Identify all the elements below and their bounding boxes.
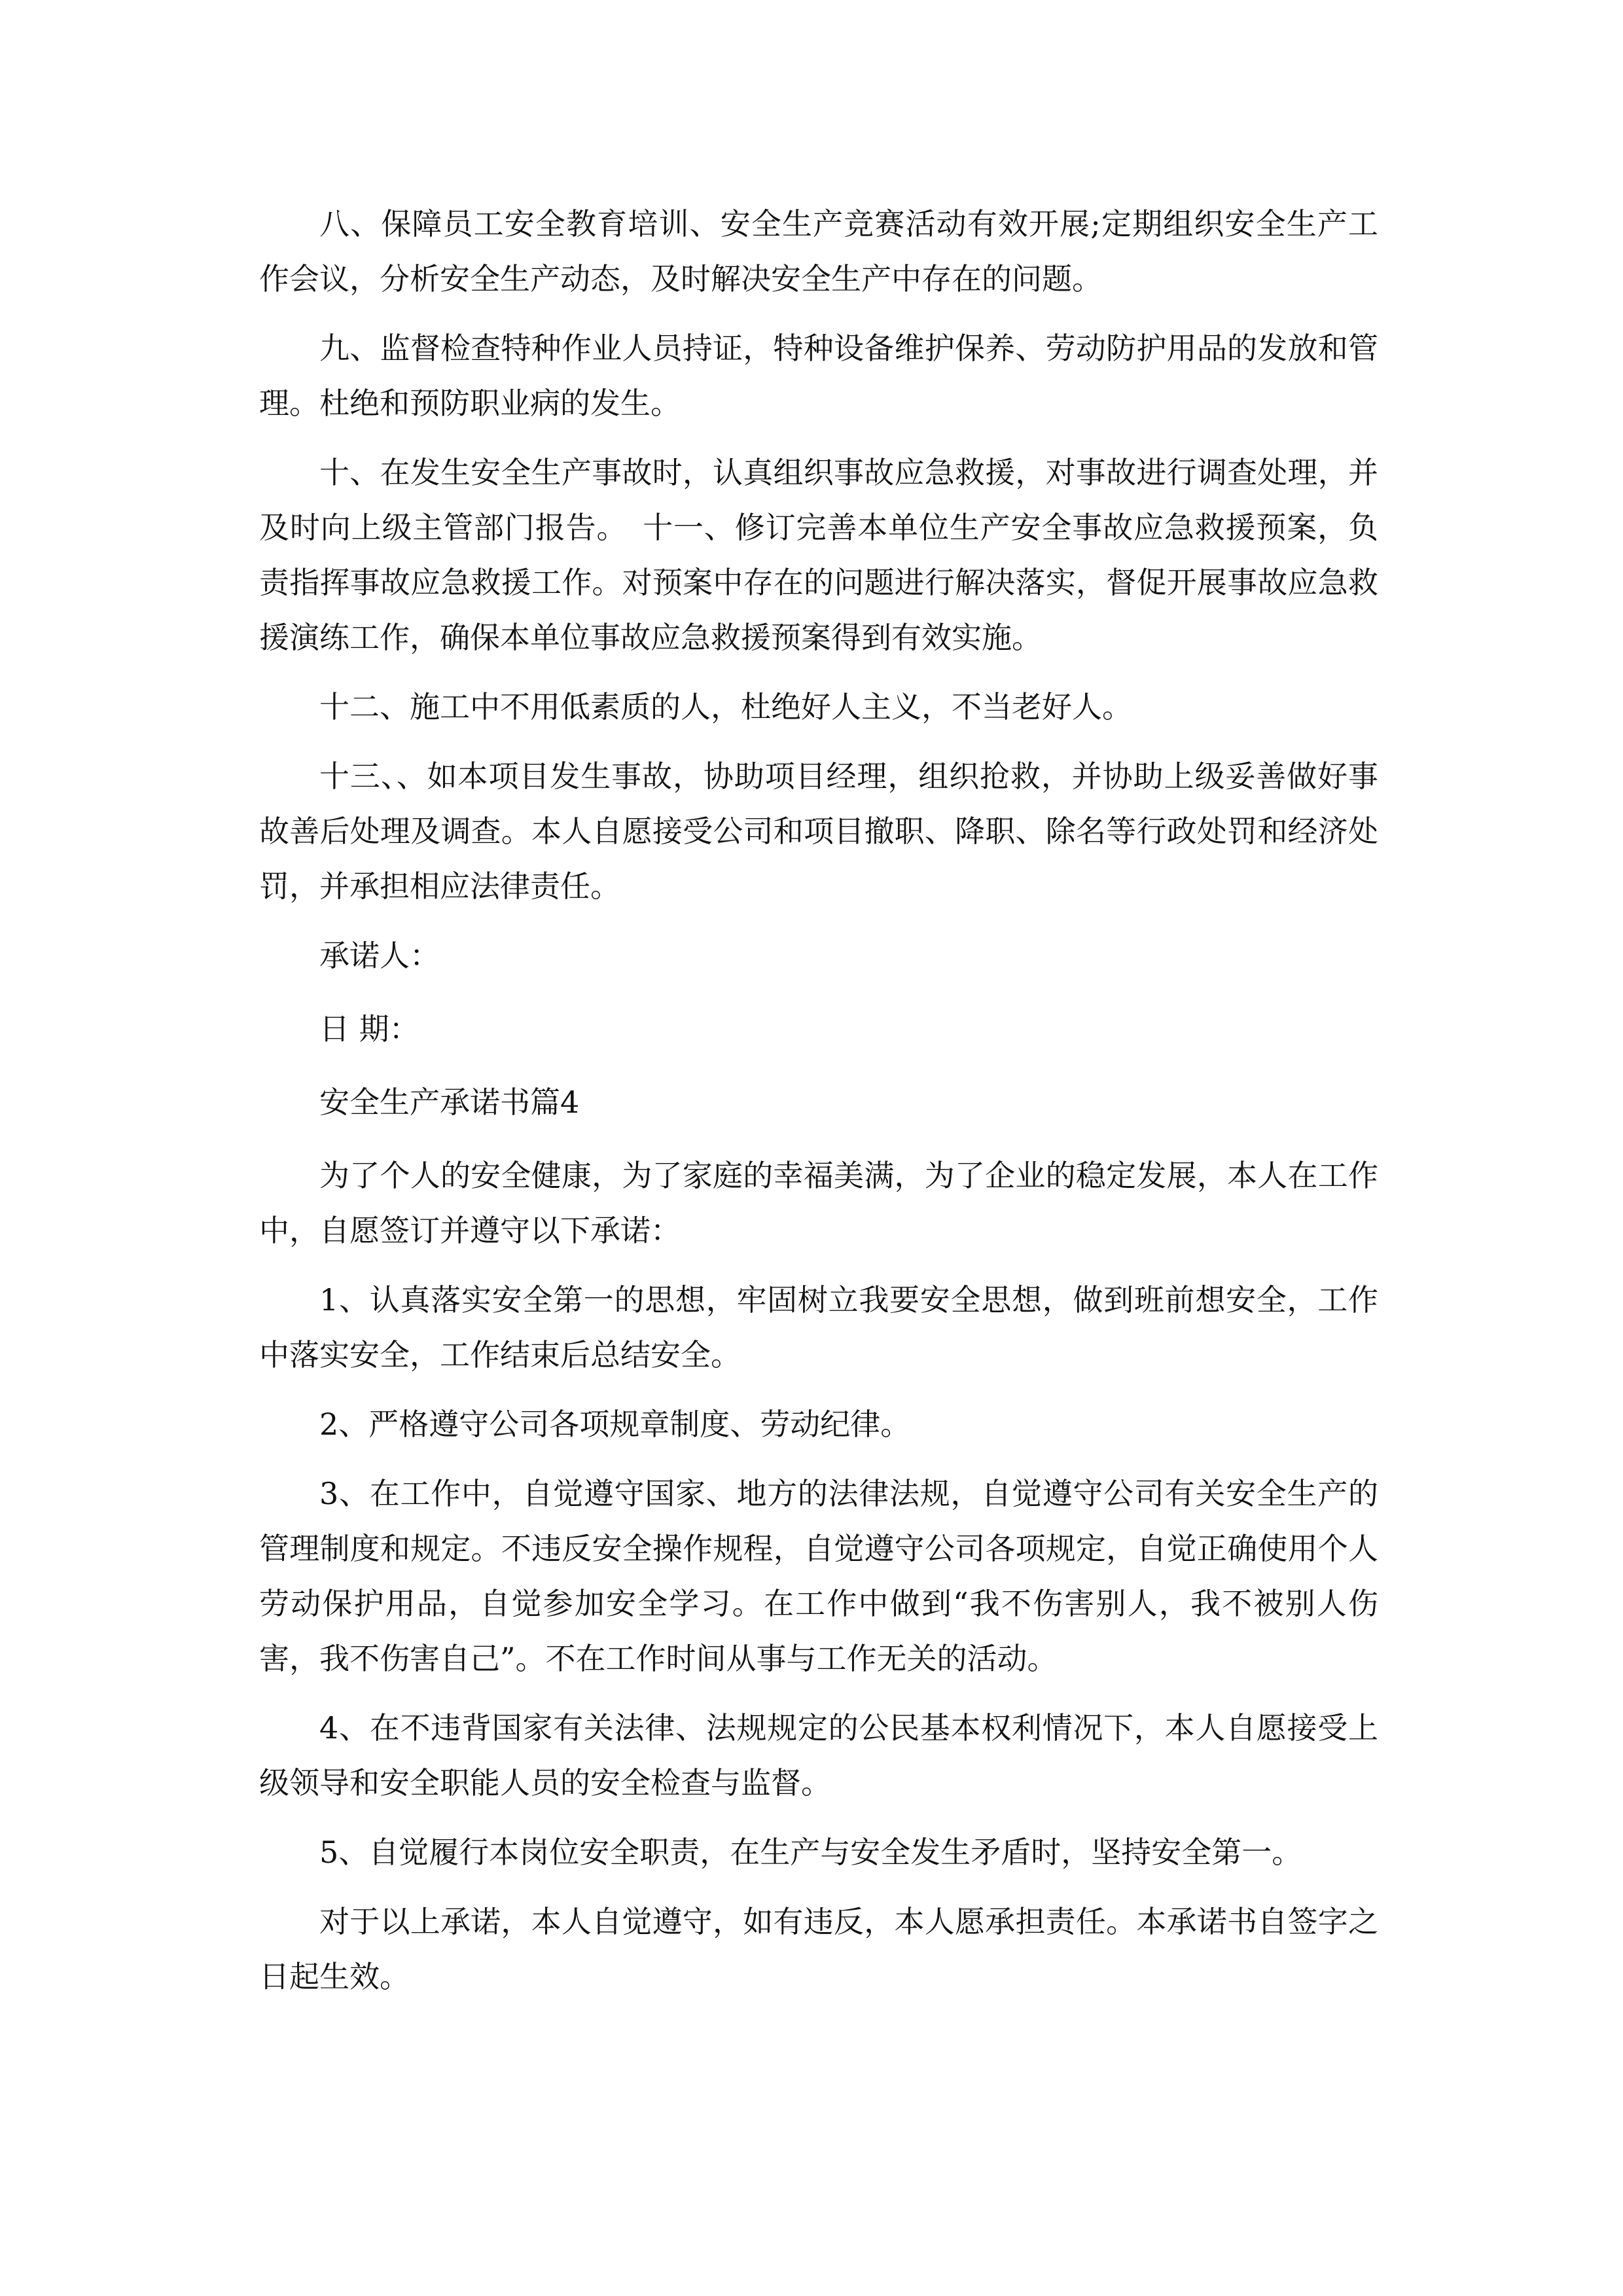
paragraph-item-12: 十二、施工中不用低素质的人，杜绝好人主义，不当老好人。: [319, 689, 1132, 725]
paragraph-item-10-11: 十、在发生安全生产事故时，认真组织事故应急救援，对事故进行调查处理，并及时向上级主管部门报告。 十一、修订完善本单位生产安全事故应急救援预案，负责指挥事故应急救援工作。对预案中存在的问题进行解决落实，督促开展事故应急救援演练工作，确保本单位事故应急救援预案得到有效实施。: [259, 455, 1378, 655]
commitment-item-3: 3、在工作中，自觉遵守国家、地方的法律法规，自觉遵守公司有关安全生产的管理制度和规定。不违反安全操作规程，自觉遵守公司各项规定，自觉正确使用个人劳动保护用品，自觉参加安全学习。在工作中做到“我不伤害别人，我不被别人伤害，我不伤害自己”。不在工作时间从事与工作无关的活动。: [259, 1476, 1378, 1676]
commitment-item-5: 5、自觉履行本岗位安全职责，在生产与安全发生矛盾时，坚持安全第一。: [319, 1835, 1302, 1870]
paragraph-item-8: 八、保障员工安全教育培训、安全生产竞赛活动有效开展;定期组织安全生产工作会议，分析安全生产动态，及时解决安全生产中存在的问题。: [259, 206, 1378, 296]
commitment-item-2: 2、严格遵守公司各项规章制度、劳动纪律。: [319, 1407, 911, 1442]
section-title: 安全生产承诺书篇4: [319, 1085, 580, 1120]
document-body: [259, 196, 1378, 2018]
intro-paragraph: 为了个人的安全健康，为了家庭的幸福美满，为了企业的稳定发展，本人在工作中，自愿签订并遵守以下承诺：: [259, 1158, 1378, 1248]
paragraph-item-9: 九、监督检查特种作业人员持证，特种设备维护保养、劳动防护用品的发放和管理。杜绝和预防职业病的发生。: [259, 331, 1378, 421]
signature-label: 承诺人：: [319, 938, 440, 973]
commitment-item-1: 1、认真落实安全第一的思想，牢固树立我要安全思想，做到班前想安全，工作中落实安全，工作结束后总结安全。: [259, 1282, 1378, 1372]
date-label: 日 期：: [319, 1011, 419, 1047]
closing-paragraph: 对于以上承诺，本人自觉遵守，如有违反，本人愿承担责任。本承诺书自签字之日起生效。: [259, 1904, 1378, 1994]
commitment-item-4: 4、在不违背国家有关法律、法规规定的公民基本权利情况下，本人自愿接受上级领导和安全职能人员的安全检查与监督。: [259, 1710, 1378, 1801]
paragraph-item-13: 十三、、如本项目发生事故，协助项目经理，组织抢救，并协助上级妥善做好事故善后处理及调查。本人自愿接受公司和项目撤职、降职、除名等行政处罚和经济处罚，并承担相应法律责任。: [259, 759, 1378, 904]
